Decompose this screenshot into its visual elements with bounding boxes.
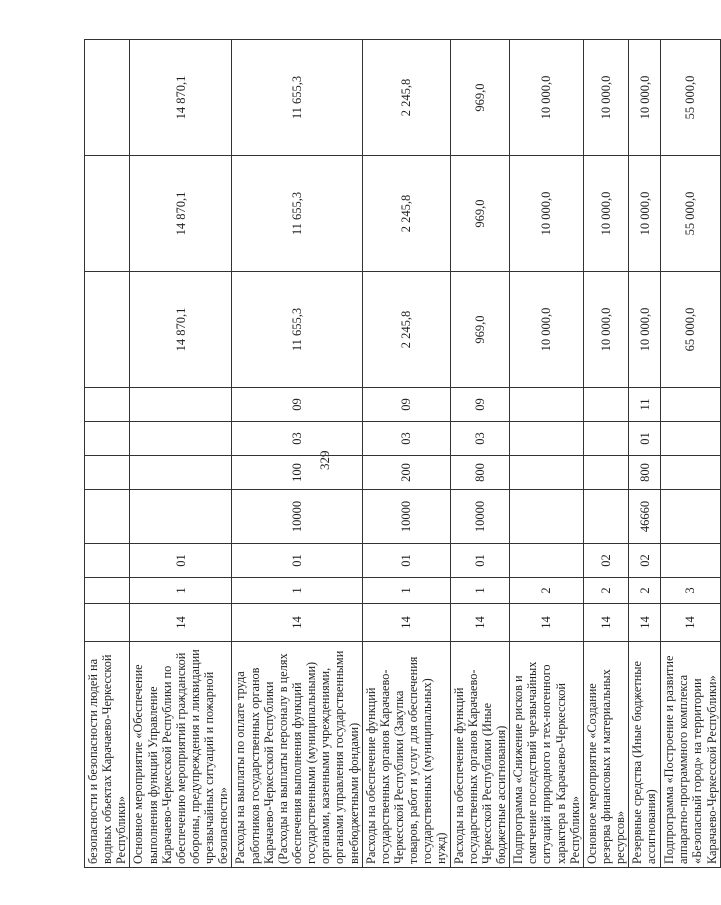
cell-c3: 01	[232, 544, 362, 578]
cell-c3: 01	[450, 544, 510, 578]
page-number: 329	[317, 450, 332, 470]
cell-c2: 2	[583, 578, 628, 604]
row-name-cell: Расходы на обеспечение функций государственных органов Карачаево-Черкесской Республики (Закупка товаров, работ и услуг для обеспечения государственных (муниципальных) нужд)	[362, 642, 450, 868]
cell-c5: 800	[450, 456, 510, 490]
table-row	[583, 40, 628, 868]
cell-c6	[583, 422, 628, 456]
table-row	[510, 40, 584, 868]
cell-c1: 14	[510, 604, 584, 642]
cell-c4: 10000	[362, 490, 450, 544]
cell-v1	[85, 272, 130, 388]
cell-c6: 03	[232, 422, 362, 456]
table-row	[629, 40, 661, 868]
cell-c6: 03	[362, 422, 450, 456]
cell-c6	[130, 422, 232, 456]
cell-v2: 14 870,1	[130, 156, 232, 272]
cell-c7: 09	[450, 388, 510, 422]
cell-v3: 10 000,0	[629, 40, 661, 156]
cell-c3	[85, 544, 130, 578]
cell-c1: 14	[232, 604, 362, 642]
cell-c7: 11	[629, 388, 661, 422]
table-row	[130, 40, 232, 868]
cell-v2: 969,0	[450, 156, 510, 272]
cell-c2	[85, 578, 130, 604]
cell-v3: 2 245,8	[362, 40, 450, 156]
cell-v1: 14 870,1	[130, 272, 232, 388]
cell-c2: 1	[450, 578, 510, 604]
row-name-cell: Расходы на обеспечение функций государственных органов Карачаево-Черкесской Республики (Иные бюджетные ассигнования)	[450, 642, 510, 868]
cell-c7	[661, 388, 721, 422]
cell-c7	[130, 388, 232, 422]
cell-c6: 03	[450, 422, 510, 456]
cell-c3	[510, 544, 584, 578]
cell-v2: 10 000,0	[510, 156, 584, 272]
cell-v2	[85, 156, 130, 272]
cell-v1: 65 000,0	[661, 272, 721, 388]
cell-c2: 1	[232, 578, 362, 604]
cell-c5	[510, 456, 584, 490]
cell-c5	[85, 456, 130, 490]
table-row	[661, 40, 721, 868]
cell-c4	[583, 490, 628, 544]
table-row	[450, 40, 510, 868]
cell-c4: 10000	[232, 490, 362, 544]
cell-c1: 14	[661, 604, 721, 642]
cell-c1: 14	[130, 604, 232, 642]
cell-c2: 2	[629, 578, 661, 604]
table-row	[85, 40, 130, 868]
table-body	[85, 40, 721, 868]
cell-c5: 100	[232, 456, 362, 490]
cell-v1: 10 000,0	[583, 272, 628, 388]
cell-c5: 200	[362, 456, 450, 490]
cell-c5	[130, 456, 232, 490]
cell-c4	[130, 490, 232, 544]
cell-v1: 10 000,0	[629, 272, 661, 388]
cell-c5: 800	[629, 456, 661, 490]
cell-c5	[583, 456, 628, 490]
cell-c5	[661, 456, 721, 490]
cell-v3: 969,0	[450, 40, 510, 156]
cell-c6	[661, 422, 721, 456]
cell-c6	[510, 422, 584, 456]
cell-v2: 10 000,0	[583, 156, 628, 272]
cell-v3: 14 870,1	[130, 40, 232, 156]
cell-c4	[510, 490, 584, 544]
cell-c4	[85, 490, 130, 544]
cell-c1	[85, 604, 130, 642]
budget-table	[84, 39, 721, 868]
cell-c3: 01	[130, 544, 232, 578]
cell-v1: 2 245,8	[362, 272, 450, 388]
cell-c6: 01	[629, 422, 661, 456]
cell-c7: 09	[362, 388, 450, 422]
cell-c3	[661, 544, 721, 578]
cell-c2: 1	[130, 578, 232, 604]
cell-c3: 01	[362, 544, 450, 578]
cell-c3: 02	[629, 544, 661, 578]
table-row	[362, 40, 450, 868]
cell-c1: 14	[583, 604, 628, 642]
cell-c7	[85, 388, 130, 422]
rotated-table-wrapper	[84, 40, 719, 868]
table-row	[232, 40, 362, 868]
row-name-cell: Резервные средства (Иные бюджетные ассигнования)	[629, 642, 661, 868]
cell-c4: 46660	[629, 490, 661, 544]
cell-v2: 55 000,0	[661, 156, 721, 272]
cell-v1: 11 655,3	[232, 272, 362, 388]
cell-v2: 11 655,3	[232, 156, 362, 272]
cell-c4: 10000	[450, 490, 510, 544]
cell-c1: 14	[629, 604, 661, 642]
cell-v2: 2 245,8	[362, 156, 450, 272]
cell-c4	[661, 490, 721, 544]
cell-c1: 14	[362, 604, 450, 642]
cell-v3: 10 000,0	[583, 40, 628, 156]
cell-v1: 969,0	[450, 272, 510, 388]
cell-v3: 11 655,3	[232, 40, 362, 156]
cell-c3: 02	[583, 544, 628, 578]
cell-c2: 3	[661, 578, 721, 604]
cell-v3: 10 000,0	[510, 40, 584, 156]
cell-v3	[85, 40, 130, 156]
cell-c2: 1	[362, 578, 450, 604]
cell-c7: 09	[232, 388, 362, 422]
cell-v3: 55 000,0	[661, 40, 721, 156]
row-name-cell: Подпрограмма «Построение и развитие аппаратно-программного комплекса «Безопасный город» на территории Карачаево-Черкесской Республики»	[661, 642, 721, 868]
row-name-cell: Основное мероприятие «Обеспечение выполнения функций Управление Карачаево-Черкесской Республики по обеспечению мероприятий гражданской обороны, предупреждения и ликвидации чрезвычайных ситуаций и пожарной безопасности»	[130, 642, 232, 868]
row-name-cell: Основное мероприятие «Создание резерва финансовых и материальных ресурсов»	[583, 642, 628, 868]
cell-c7	[510, 388, 584, 422]
row-name-cell: Подпрограмма «Снижение рисков и смягчение последствий чрезвычайных ситуаций природного и тех-ногенного характера в Карачаево-Черкесской Республики»	[510, 642, 584, 868]
cell-c1: 14	[450, 604, 510, 642]
row-name-cell: безопасности и безопасности людей на водных объектах Карачаево-Черкесской Республики»	[85, 642, 130, 868]
cell-v1: 10 000,0	[510, 272, 584, 388]
cell-v2: 10 000,0	[629, 156, 661, 272]
cell-c7	[583, 388, 628, 422]
cell-c6	[85, 422, 130, 456]
row-name-cell: Расходы на выплаты по оплате труда работников государственных органов Карачаево-Черкесской Республики (Расходы на выплаты персоналу в целях обеспечения выполнения функций государственными (муниципальными) органами, казенными учреждениями, органами управления государственными внебюджетными фондами)	[232, 642, 362, 868]
cell-c2: 2	[510, 578, 584, 604]
